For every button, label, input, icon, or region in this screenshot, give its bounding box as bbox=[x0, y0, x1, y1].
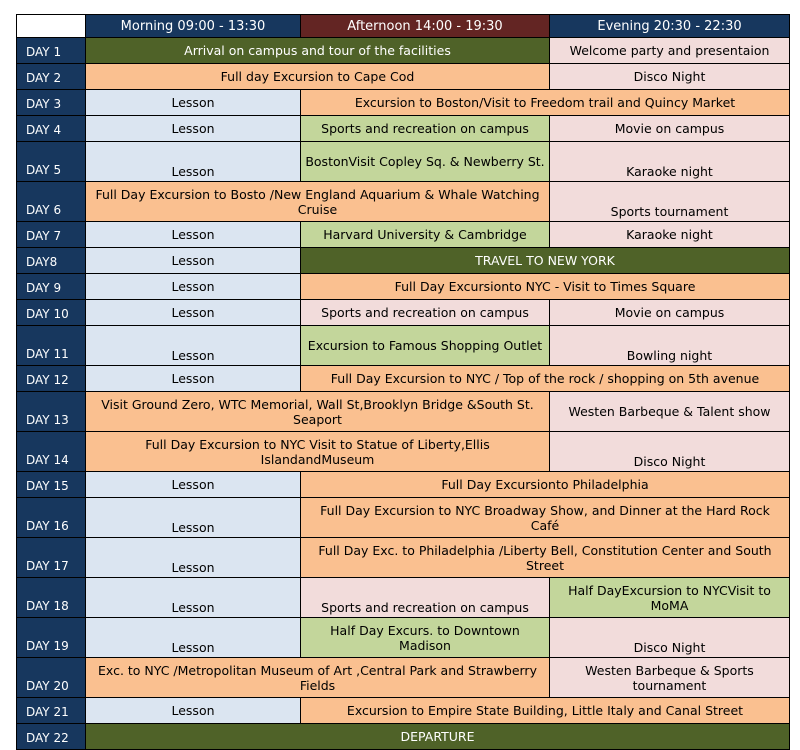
morning-activity: Lesson bbox=[86, 116, 301, 142]
morning-afternoon-activity: Exc. to NYC /Metropolitan Museum of Art ,Central Park and Strawberry Fields bbox=[86, 658, 550, 698]
morning-activity: Lesson bbox=[86, 274, 301, 300]
day-label: DAY 11 bbox=[17, 326, 86, 366]
afternoon-header: Afternoon 14:00 - 19:30 bbox=[301, 15, 550, 38]
evening-activity: Movie on campus bbox=[550, 116, 790, 142]
day-label: DAY 4 bbox=[17, 116, 86, 142]
afternoon-activity: Sports and recreation on campus bbox=[301, 116, 550, 142]
table-row bbox=[17, 618, 790, 658]
morning-activity: Lesson bbox=[86, 326, 301, 366]
day-label: DAY 10 bbox=[17, 300, 86, 326]
morning-afternoon-activity: Arrival on campus and tour of the facilities bbox=[86, 38, 550, 64]
afternoon-evening-activity: Full Day Excursionto NYC - Visit to Times Square bbox=[301, 274, 790, 300]
day-label: DAY 13 bbox=[17, 392, 86, 432]
morning-activity: Lesson bbox=[86, 222, 301, 248]
morning-activity: Lesson bbox=[86, 578, 301, 618]
day-label: DAY 20 bbox=[17, 658, 86, 698]
morning-activity: Lesson bbox=[86, 366, 301, 392]
day-label: DAY 22 bbox=[17, 724, 86, 750]
table-row bbox=[17, 472, 790, 498]
day-label: DAY 7 bbox=[17, 222, 86, 248]
afternoon-evening-activity: TRAVEL TO NEW YORK bbox=[301, 248, 790, 274]
morning-afternoon-activity: Visit Ground Zero, WTC Memorial, Wall St,Brooklyn Bridge &South St. Seaport bbox=[86, 392, 550, 432]
table-row bbox=[17, 724, 790, 750]
day-label: DAY 12 bbox=[17, 366, 86, 392]
header-row bbox=[17, 15, 790, 38]
evening-activity: Westen Barbeque & Talent show bbox=[550, 392, 790, 432]
evening-activity: Disco Night bbox=[550, 432, 790, 472]
table-row bbox=[17, 222, 790, 248]
evening-activity: Disco Night bbox=[550, 618, 790, 658]
afternoon-activity: Half Day Excurs. to Downtown Madison bbox=[301, 618, 550, 658]
day-label: DAY 6 bbox=[17, 182, 86, 222]
morning-afternoon-activity: Full Day Excursion to Bosto /New England Aquarium & Whale Watching Cruise bbox=[86, 182, 550, 222]
afternoon-evening-activity: Excursion to Empire State Building, Little Italy and Canal Street bbox=[301, 698, 790, 724]
table-row bbox=[17, 90, 790, 116]
afternoon-activity: Harvard University & Cambridge bbox=[301, 222, 550, 248]
table-row bbox=[17, 274, 790, 300]
day-label: DAY 2 bbox=[17, 64, 86, 90]
afternoon-activity: BostonVisit Copley Sq. & Newberry St. bbox=[301, 142, 550, 182]
day-label: DAY 1 bbox=[17, 38, 86, 64]
day-label: DAY 14 bbox=[17, 432, 86, 472]
day-label: DAY 3 bbox=[17, 90, 86, 116]
morning-activity: Lesson bbox=[86, 618, 301, 658]
table-row bbox=[17, 432, 790, 472]
afternoon-evening-activity: Excursion to Boston/Visit to Freedom trail and Quincy Market bbox=[301, 90, 790, 116]
afternoon-activity: Sports and recreation on campus bbox=[301, 300, 550, 326]
morning-activity: Lesson bbox=[86, 498, 301, 538]
itinerary-table bbox=[16, 14, 790, 750]
day-label: DAY 18 bbox=[17, 578, 86, 618]
evening-activity: Welcome party and presentaion bbox=[550, 38, 790, 64]
table-row bbox=[17, 182, 790, 222]
afternoon-activity: Sports and recreation on campus bbox=[301, 578, 550, 618]
table-row bbox=[17, 698, 790, 724]
table-row bbox=[17, 248, 790, 274]
table-row bbox=[17, 300, 790, 326]
full-day-activity: DEPARTURE bbox=[86, 724, 790, 750]
morning-afternoon-activity: Full Day Excursion to NYC Visit to Statue of Liberty,Ellis IslandandMuseum bbox=[86, 432, 550, 472]
evening-activity: Karaoke night bbox=[550, 142, 790, 182]
afternoon-activity: Excursion to Famous Shopping Outlet bbox=[301, 326, 550, 366]
day-label: DAY 9 bbox=[17, 274, 86, 300]
afternoon-evening-activity: Full Day Excursionto Philadelphia bbox=[301, 472, 790, 498]
table-row bbox=[17, 366, 790, 392]
day-label: DAY8 bbox=[17, 248, 86, 274]
day-label: DAY 15 bbox=[17, 472, 86, 498]
table-row bbox=[17, 498, 790, 538]
day-label: DAY 5 bbox=[17, 142, 86, 182]
evening-activity: Disco Night bbox=[550, 64, 790, 90]
evening-activity: Sports tournament bbox=[550, 182, 790, 222]
table-row bbox=[17, 38, 790, 64]
table-row bbox=[17, 392, 790, 432]
table-row bbox=[17, 142, 790, 182]
afternoon-evening-activity: Full Day Excursion to NYC / Top of the rock / shopping on 5th avenue bbox=[301, 366, 790, 392]
morning-afternoon-activity: Full day Excursion to Cape Cod bbox=[86, 64, 550, 90]
morning-activity: Lesson bbox=[86, 698, 301, 724]
evening-activity: Westen Barbeque & Sports tournament bbox=[550, 658, 790, 698]
table-row bbox=[17, 658, 790, 698]
table-row bbox=[17, 578, 790, 618]
corner-cell bbox=[17, 15, 86, 38]
morning-activity: Lesson bbox=[86, 90, 301, 116]
morning-activity: Lesson bbox=[86, 248, 301, 274]
evening-header: Evening 20:30 - 22:30 bbox=[550, 15, 790, 38]
table-row bbox=[17, 326, 790, 366]
afternoon-evening-activity: Full Day Excursion to NYC Broadway Show, and Dinner at the Hard Rock Café bbox=[301, 498, 790, 538]
table-row bbox=[17, 64, 790, 90]
day-label: DAY 19 bbox=[17, 618, 86, 658]
day-label: DAY 16 bbox=[17, 498, 86, 538]
morning-activity: Lesson bbox=[86, 472, 301, 498]
morning-activity: Lesson bbox=[86, 142, 301, 182]
morning-activity: Lesson bbox=[86, 300, 301, 326]
day-label: DAY 21 bbox=[17, 698, 86, 724]
evening-activity: Karaoke night bbox=[550, 222, 790, 248]
morning-activity: Lesson bbox=[86, 538, 301, 578]
evening-activity: Half DayExcursion to NYCVisit to MoMA bbox=[550, 578, 790, 618]
table-row bbox=[17, 116, 790, 142]
afternoon-evening-activity: Full Day Exc. to Philadelphia /Liberty Bell, Constitution Center and South Street bbox=[301, 538, 790, 578]
table-row bbox=[17, 538, 790, 578]
morning-header: Morning 09:00 - 13:30 bbox=[86, 15, 301, 38]
evening-activity: Bowling night bbox=[550, 326, 790, 366]
day-label: DAY 17 bbox=[17, 538, 86, 578]
evening-activity: Movie on campus bbox=[550, 300, 790, 326]
